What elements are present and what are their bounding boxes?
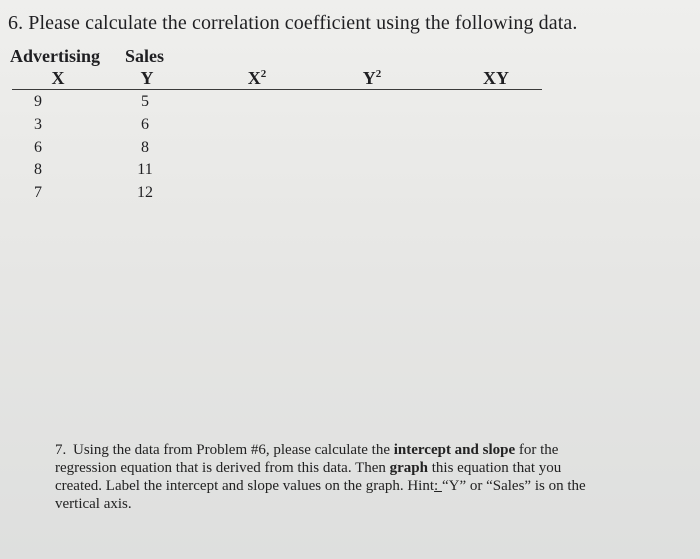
x-value: 7 — [34, 184, 42, 201]
header-x-squared — [237, 68, 277, 89]
y-value: 5 — [141, 93, 149, 110]
q7-text-3a: created. Label the intercept and slope values on the graph. Hint — [55, 478, 435, 494]
sales-label: Sales — [125, 46, 165, 66]
header-y-squared-base: Y — [362, 68, 376, 88]
question-7-line-3 — [55, 477, 700, 495]
header-x: X — [51, 68, 65, 88]
question-7-line-2 — [55, 459, 700, 477]
question-7-text — [55, 441, 700, 513]
header-y: Y — [140, 68, 154, 88]
question-7-number: 7. — [55, 442, 67, 458]
y-value: 8 — [141, 139, 149, 156]
x-value: 3 — [34, 116, 42, 133]
q7-text-3b: “Y” or “Sales” is on the — [441, 478, 586, 494]
q7-text-2a: regression equation that is derived from this data. Then — [55, 460, 390, 476]
q7-text-1a: Using the data from Problem #6, please calculate the — [73, 442, 394, 458]
header-x-squared-exponent: 2 — [260, 68, 267, 80]
y-value: 6 — [141, 116, 149, 133]
header-xy: XY — [483, 68, 509, 88]
y-value: 11 — [137, 161, 153, 178]
question-7-line-1 — [55, 441, 700, 459]
q7-text-1b: for the — [515, 442, 559, 458]
header-y-squared-exponent: 2 — [375, 68, 382, 80]
y-value: 12 — [137, 184, 153, 201]
x-value: 9 — [34, 93, 42, 110]
x-value: 6 — [34, 139, 42, 156]
header-y-squared — [352, 68, 392, 89]
x-value: 8 — [34, 161, 42, 178]
question-6-title: 6. Please calculate the correlation coefficient using the following data. — [8, 12, 578, 34]
q7-bold-graph: graph — [389, 460, 428, 476]
q7-bold-intercept-slope: intercept and slope — [393, 442, 516, 458]
q7-hint-underline: : — [434, 478, 442, 494]
header-underline — [12, 89, 542, 90]
question-7-line-4: vertical axis. — [55, 496, 132, 512]
q7-text-2b: this equation that you — [427, 460, 562, 476]
advertising-label: Advertising — [10, 46, 100, 66]
header-x-squared-base: X — [247, 68, 261, 88]
